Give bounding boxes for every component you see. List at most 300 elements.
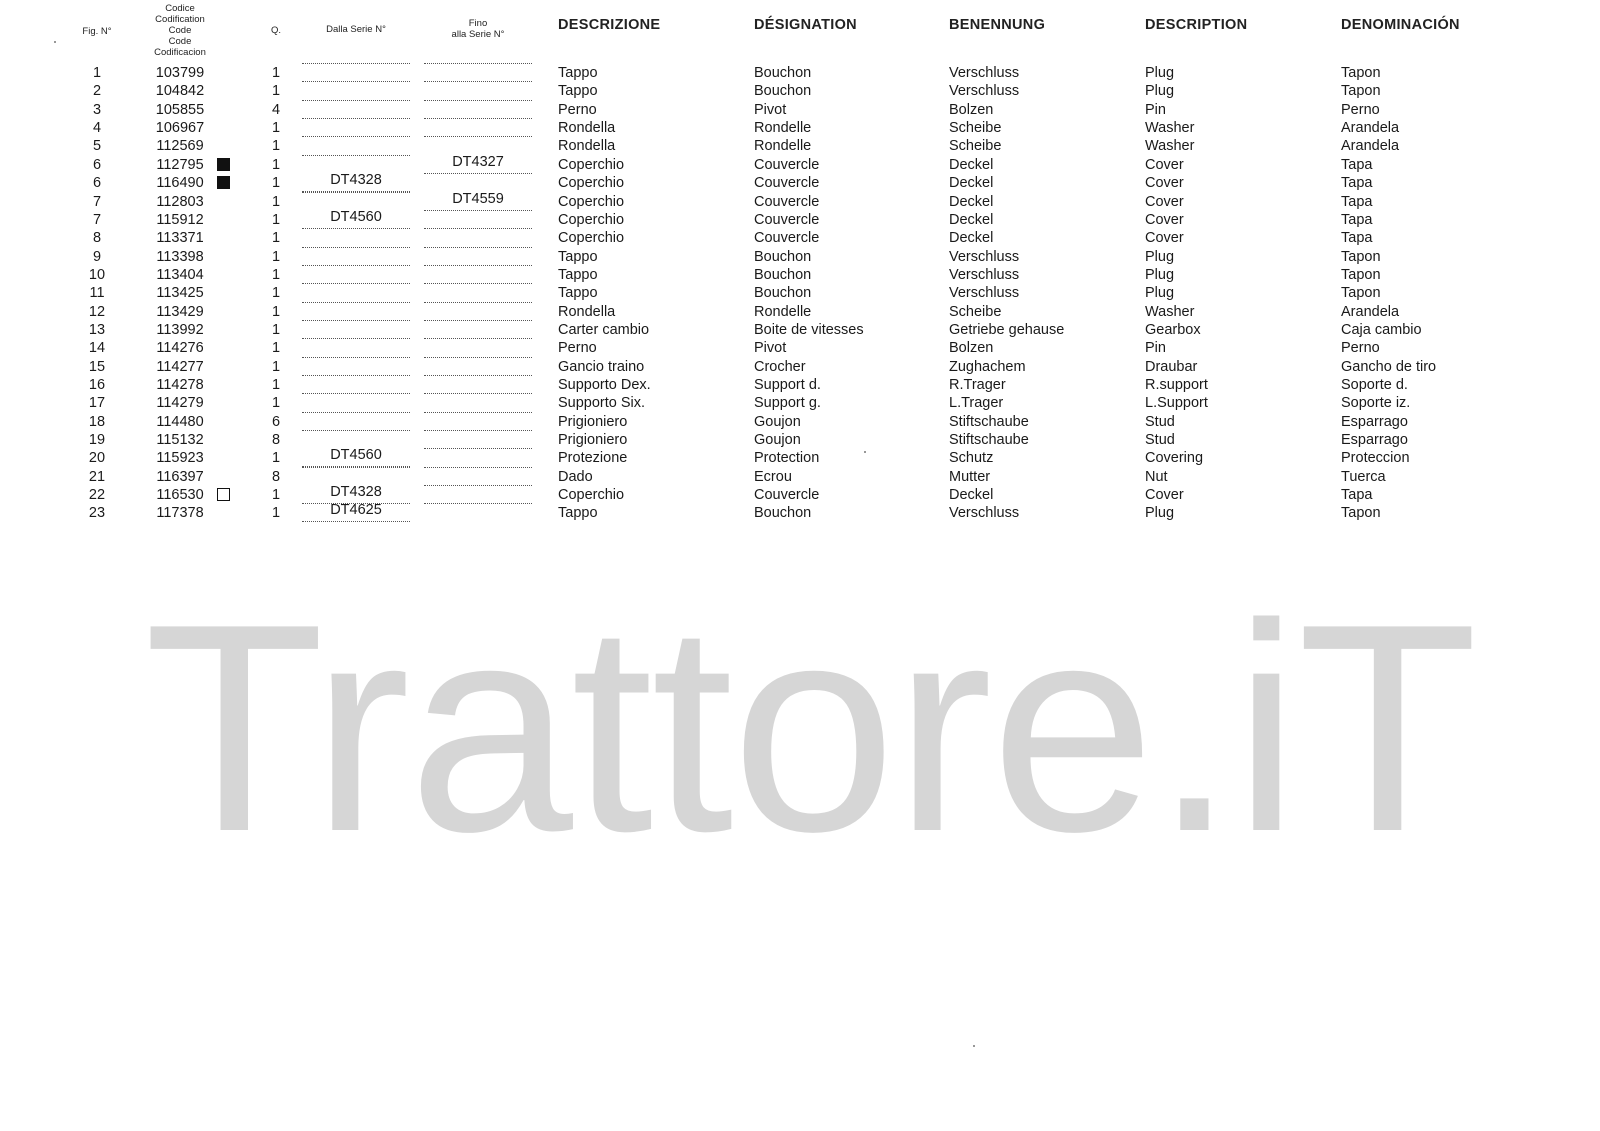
denominacion-es: Arandela (1341, 120, 1400, 137)
descrizione-it: Coperchio (558, 193, 625, 210)
descrizione-it: Dado (558, 468, 593, 485)
description-en: Plug (1145, 285, 1175, 302)
part-code: 112569 (156, 138, 204, 155)
denominacion-es: Tapa (1341, 211, 1373, 228)
designation-fr: Couvercle (754, 230, 820, 247)
description-en: Washer (1145, 303, 1195, 320)
designation-fr: Bouchon (754, 505, 812, 522)
denominacion-es: Tapa (1341, 487, 1373, 504)
dotted-line (302, 302, 410, 303)
designation-fr: Rondelle (754, 120, 812, 137)
benennung-de: Stiftschaube (949, 432, 1029, 448)
benennung-de: Scheibe (949, 120, 1002, 137)
header-to-line: alla Serie N° (451, 29, 505, 40)
descrizione-it: Supporto Dex. (558, 377, 651, 393)
part-code: 113371 (156, 230, 204, 247)
description-en: Stud (1145, 432, 1175, 448)
part-code: 114279 (156, 395, 204, 412)
from-serial-field (302, 208, 410, 229)
table-row (0, 174, 1600, 192)
part-code: 115132 (156, 432, 204, 448)
fig-number: 9 (92, 248, 102, 265)
descrizione-it: Rondella (558, 303, 616, 320)
dotted-line (424, 63, 532, 64)
dotted-line (302, 265, 410, 266)
designation-fr: Bouchon (754, 65, 812, 81)
table-row (0, 64, 1600, 82)
denominacion-es: Soporte d. (1341, 377, 1408, 393)
dotted-line (424, 338, 532, 339)
description-en: Plug (1145, 505, 1175, 522)
header-code-line: Code (168, 25, 192, 36)
watermark-logo: Trattore.iT (143, 562, 1477, 893)
benennung-de: Deckel (949, 230, 994, 247)
part-code: 113429 (156, 303, 204, 320)
descrizione-it: Gancio traino (558, 358, 645, 375)
quantity: 1 (271, 450, 281, 467)
part-code: 116397 (156, 468, 204, 485)
dotted-line (424, 81, 532, 82)
designation-fr: Ecrou (754, 468, 792, 485)
serial-value: DT4560 (330, 447, 382, 464)
fig-number: 22 (88, 487, 106, 504)
description-en: Cover (1145, 211, 1184, 228)
fig-number: 20 (88, 450, 106, 467)
dotted-line (424, 265, 532, 266)
header-designation: DÉSIGNATION (754, 17, 857, 33)
from-serial-field (302, 504, 410, 522)
denominacion-es: Esparrago (1341, 413, 1408, 430)
dotted-line (302, 283, 410, 284)
descrizione-it: Tappo (558, 248, 598, 265)
descrizione-it: Tappo (558, 83, 598, 100)
designation-fr: Pivot (754, 101, 787, 118)
designation-fr: Couvercle (754, 211, 820, 228)
header-qty: Q. (270, 25, 282, 36)
designation-fr: Bouchon (754, 248, 812, 265)
quantity: 1 (271, 285, 281, 302)
benennung-de: Scheibe (949, 138, 1002, 155)
description-en: R.support (1145, 377, 1208, 393)
to-serial-field (424, 153, 532, 174)
fig-number: 7 (92, 193, 102, 210)
dotted-line (302, 136, 410, 137)
quantity: 1 (271, 358, 281, 375)
fig-number: 5 (92, 138, 102, 155)
designation-fr: Support g. (754, 395, 821, 412)
dotted-line (424, 375, 532, 376)
benennung-de: Getriebe gehause (949, 321, 1065, 338)
denominacion-es: Arandela (1341, 138, 1400, 155)
to-serial-field (424, 190, 532, 211)
quantity: 8 (271, 468, 281, 485)
table-row (0, 504, 1600, 522)
serial-value: DT4625 (330, 502, 382, 519)
quantity: 4 (271, 101, 281, 118)
header-code (140, 3, 220, 58)
denominacion-es: Gancho de tiro (1341, 358, 1437, 375)
dotted-line (424, 118, 532, 119)
quantity: 1 (271, 156, 281, 173)
part-code: 104842 (155, 83, 205, 100)
dotted-line (424, 247, 532, 248)
dotted-line (424, 100, 532, 101)
description-en: Cover (1145, 156, 1184, 173)
fig-number: 2 (92, 83, 102, 100)
benennung-de: Scheibe (949, 303, 1002, 320)
designation-fr: Couvercle (754, 193, 820, 210)
dotted-line (302, 320, 410, 321)
quantity: 1 (271, 377, 281, 393)
table-row (0, 119, 1600, 137)
benennung-de: Verschluss (949, 505, 1020, 522)
denominacion-es: Perno (1341, 340, 1380, 357)
dotted-line (424, 412, 532, 413)
table-row (0, 153, 1600, 174)
filled-square-icon (217, 158, 230, 171)
quantity: 1 (271, 83, 281, 100)
descrizione-it: Coperchio (558, 230, 625, 247)
denominacion-es: Tapon (1341, 83, 1381, 100)
header-code-line: Codice (165, 3, 195, 14)
quantity: 1 (271, 395, 281, 412)
description-en: Plug (1145, 248, 1175, 265)
dotted-line (424, 228, 532, 229)
description-en: Pin (1145, 101, 1166, 118)
part-code: 114278 (156, 377, 204, 393)
quantity: 1 (271, 321, 281, 338)
benennung-de: Bolzen (949, 101, 994, 118)
descrizione-it: Perno (558, 101, 597, 118)
descrizione-it: Tappo (558, 266, 598, 283)
from-serial-field (302, 174, 410, 192)
part-code: 115923 (156, 450, 204, 467)
fig-number: 4 (92, 120, 102, 137)
dotted-line (302, 467, 410, 468)
filled-square-icon (217, 176, 230, 189)
benennung-de: Verschluss (949, 285, 1020, 302)
dotted-line (424, 503, 532, 504)
benennung-de: Zughachem (949, 358, 1026, 375)
header-description: DESCRIPTION (1145, 17, 1248, 33)
dotted-line (302, 100, 410, 101)
part-code: 113992 (156, 321, 204, 338)
scan-speck (864, 451, 866, 453)
dotted-line (302, 521, 410, 522)
table-row (0, 486, 1600, 504)
quantity: 1 (271, 175, 281, 192)
table-row (0, 137, 1600, 155)
serial-value: DT4560 (330, 208, 382, 225)
descrizione-it: Coperchio (558, 156, 625, 173)
denominacion-es: Tapon (1341, 505, 1381, 522)
designation-fr: Couvercle (754, 175, 820, 192)
designation-fr: Goujon (754, 413, 801, 430)
description-en: Plug (1145, 266, 1175, 283)
descrizione-it: Protezione (558, 450, 628, 467)
descrizione-it: Coperchio (558, 211, 625, 228)
fig-number: 18 (88, 413, 106, 430)
dotted-line (424, 283, 532, 284)
benennung-de: Deckel (949, 487, 994, 504)
quantity: 1 (271, 487, 281, 504)
denominacion-es: Tapon (1341, 266, 1381, 283)
part-code: 113404 (156, 266, 204, 283)
dotted-line (302, 63, 410, 64)
dotted-line (302, 393, 410, 394)
descrizione-it: Prigioniero (558, 432, 628, 448)
designation-fr: Crocher (754, 358, 806, 375)
header-code-line: Codificacion (154, 47, 206, 58)
part-code: 103799 (155, 65, 205, 81)
designation-fr: Rondelle (754, 138, 812, 155)
quantity: 1 (271, 505, 281, 522)
designation-fr: Rondelle (754, 303, 812, 320)
description-en: Cover (1145, 193, 1184, 210)
description-en: Cover (1145, 487, 1184, 504)
dotted-line (302, 375, 410, 376)
denominacion-es: Arandela (1341, 303, 1400, 320)
description-en: Plug (1145, 65, 1175, 81)
description-en: Washer (1145, 120, 1195, 137)
fig-number: 1 (92, 65, 102, 81)
descrizione-it: Perno (558, 340, 597, 357)
part-code: 114276 (156, 340, 204, 357)
scan-speck (54, 41, 56, 43)
descrizione-it: Rondella (558, 138, 616, 155)
descrizione-it: Tappo (558, 65, 598, 81)
denominacion-es: Tapon (1341, 65, 1381, 81)
description-en: Pin (1145, 340, 1166, 357)
descrizione-it: Coperchio (558, 487, 625, 504)
quantity: 1 (271, 211, 281, 228)
quantity: 1 (271, 266, 281, 283)
descrizione-it: Prigioniero (558, 413, 628, 430)
denominacion-es: Tapa (1341, 175, 1373, 192)
descrizione-it: Tappo (558, 505, 598, 522)
header-to-serial (424, 18, 532, 40)
dotted-line (424, 448, 532, 449)
designation-fr: Couvercle (754, 487, 820, 504)
denominacion-es: Esparrago (1341, 432, 1408, 448)
table-row (0, 284, 1600, 302)
fig-number: 21 (88, 468, 106, 485)
designation-fr: Support d. (754, 377, 821, 393)
designation-fr: Bouchon (754, 83, 812, 100)
part-code: 116530 (156, 487, 204, 504)
benennung-de: Verschluss (949, 248, 1020, 265)
benennung-de: L.Trager (949, 395, 1004, 412)
denominacion-es: Caja cambio (1341, 321, 1422, 338)
empty-square-icon (217, 488, 230, 501)
header-benennung: BENENNUNG (949, 17, 1046, 33)
description-en: Plug (1145, 83, 1175, 100)
serial-value: DT4328 (330, 172, 382, 189)
fig-number: 8 (92, 230, 102, 247)
table-row (0, 248, 1600, 266)
quantity: 1 (271, 65, 281, 81)
description-en: Covering (1145, 450, 1204, 467)
table-row (0, 394, 1600, 412)
part-code: 112795 (156, 156, 204, 173)
dotted-line (424, 302, 532, 303)
description-en: Stud (1145, 413, 1175, 430)
fig-number: 6 (92, 175, 102, 192)
fig-number: 11 (89, 285, 105, 302)
descrizione-it: Tappo (558, 285, 598, 302)
designation-fr: Boite de vitesses (754, 321, 864, 338)
quantity: 1 (271, 193, 281, 210)
serial-value: DT4559 (452, 190, 504, 207)
dotted-line (424, 136, 532, 137)
denominacion-es: Perno (1341, 101, 1380, 118)
benennung-de: Verschluss (949, 266, 1020, 283)
benennung-de: Deckel (949, 211, 994, 228)
part-code: 117378 (156, 505, 204, 522)
quantity: 1 (271, 138, 281, 155)
fig-number: 6 (92, 156, 102, 173)
table-row (0, 303, 1600, 321)
fig-number: 12 (88, 303, 106, 320)
from-serial-field (302, 449, 410, 467)
dotted-line (424, 430, 532, 431)
benennung-de: Bolzen (949, 340, 994, 357)
description-en: Cover (1145, 175, 1184, 192)
header-fig: Fig. N° (82, 26, 112, 37)
fig-number: 13 (88, 321, 106, 338)
part-code: 106967 (155, 120, 205, 137)
table-row (0, 266, 1600, 284)
benennung-de: Stiftschaube (949, 413, 1029, 430)
description-en: Cover (1145, 230, 1184, 247)
table-row (0, 208, 1600, 229)
benennung-de: Schutz (949, 450, 994, 467)
description-en: Gearbox (1145, 321, 1201, 338)
dotted-line (302, 430, 410, 431)
fig-number: 15 (88, 358, 106, 375)
benennung-de: Mutter (949, 468, 991, 485)
dotted-line (424, 467, 532, 468)
fig-number: 10 (88, 266, 106, 283)
benennung-de: Verschluss (949, 83, 1020, 100)
serial-value: DT4328 (330, 484, 382, 501)
part-code: 113398 (156, 248, 204, 265)
table-row (0, 321, 1600, 339)
description-en: Nut (1145, 468, 1168, 485)
quantity: 1 (271, 340, 281, 357)
header-descrizione: DESCRIZIONE (558, 17, 661, 33)
denominacion-es: Tapon (1341, 285, 1381, 302)
description-en: Draubar (1145, 358, 1198, 375)
quantity: 1 (271, 120, 281, 137)
designation-fr: Goujon (754, 432, 801, 448)
part-code: 105855 (155, 101, 205, 118)
serial-value: DT4327 (452, 153, 504, 170)
dotted-line (424, 320, 532, 321)
dotted-line (424, 393, 532, 394)
part-code: 113425 (156, 285, 204, 302)
descrizione-it: Coperchio (558, 175, 625, 192)
denominacion-es: Proteccion (1341, 450, 1410, 467)
descrizione-it: Carter cambio (558, 321, 650, 338)
header-code-line: Codification (155, 14, 205, 25)
dotted-line (424, 210, 532, 211)
denominacion-es: Tapa (1341, 156, 1373, 173)
dotted-line (302, 338, 410, 339)
fig-number: 7 (92, 211, 102, 228)
dotted-line (302, 357, 410, 358)
header-to-line: Fino (468, 18, 488, 29)
designation-fr: Bouchon (754, 285, 812, 302)
dotted-line (302, 81, 410, 82)
descrizione-it: Rondella (558, 120, 616, 137)
description-en: L.Support (1145, 395, 1208, 412)
part-code: 114277 (156, 358, 204, 375)
header-from-serial: Dalla Serie N° (326, 24, 386, 35)
table-row (0, 468, 1600, 486)
part-code: 112803 (156, 193, 204, 210)
quantity: 1 (271, 303, 281, 320)
dotted-line (302, 412, 410, 413)
table-row (0, 229, 1600, 247)
quantity: 1 (271, 230, 281, 247)
table-row (0, 413, 1600, 431)
designation-fr: Pivot (754, 340, 787, 357)
table-row (0, 358, 1600, 376)
dotted-line (302, 155, 410, 156)
dotted-line (302, 192, 410, 193)
benennung-de: Deckel (949, 156, 994, 173)
table-row (0, 190, 1600, 211)
denominacion-es: Tapa (1341, 230, 1373, 247)
denominacion-es: Tuerca (1341, 468, 1386, 485)
quantity: 6 (271, 413, 281, 430)
benennung-de: Verschluss (949, 65, 1020, 81)
fig-number: 16 (88, 377, 106, 393)
denominacion-es: Tapa (1341, 193, 1373, 210)
table-row (0, 431, 1600, 449)
denominacion-es: Tapon (1341, 248, 1381, 265)
scan-speck (973, 1045, 975, 1047)
part-code: 115912 (156, 211, 204, 228)
descrizione-it: Supporto Six. (558, 395, 646, 412)
dotted-line (424, 357, 532, 358)
fig-number: 23 (88, 505, 106, 522)
dotted-line (424, 485, 532, 486)
fig-number: 14 (88, 340, 106, 357)
benennung-de: R.Trager (949, 377, 1006, 393)
dotted-line (302, 228, 410, 229)
quantity: 1 (271, 248, 281, 265)
fig-number: 19 (88, 432, 106, 448)
dotted-line (302, 118, 410, 119)
table-header (0, 0, 1600, 64)
table-row (0, 82, 1600, 100)
dotted-line (302, 247, 410, 248)
fig-number: 3 (92, 101, 102, 118)
denominacion-es: Soporte iz. (1341, 395, 1411, 412)
designation-fr: Protection (754, 450, 820, 467)
table-row (0, 101, 1600, 119)
description-en: Washer (1145, 138, 1195, 155)
designation-fr: Bouchon (754, 266, 812, 283)
dotted-line (424, 173, 532, 174)
table-row (0, 376, 1600, 394)
benennung-de: Deckel (949, 193, 994, 210)
table-row (0, 449, 1600, 467)
fig-number: 17 (88, 395, 106, 412)
header-denominacion: DENOMINACIÓN (1341, 17, 1460, 33)
